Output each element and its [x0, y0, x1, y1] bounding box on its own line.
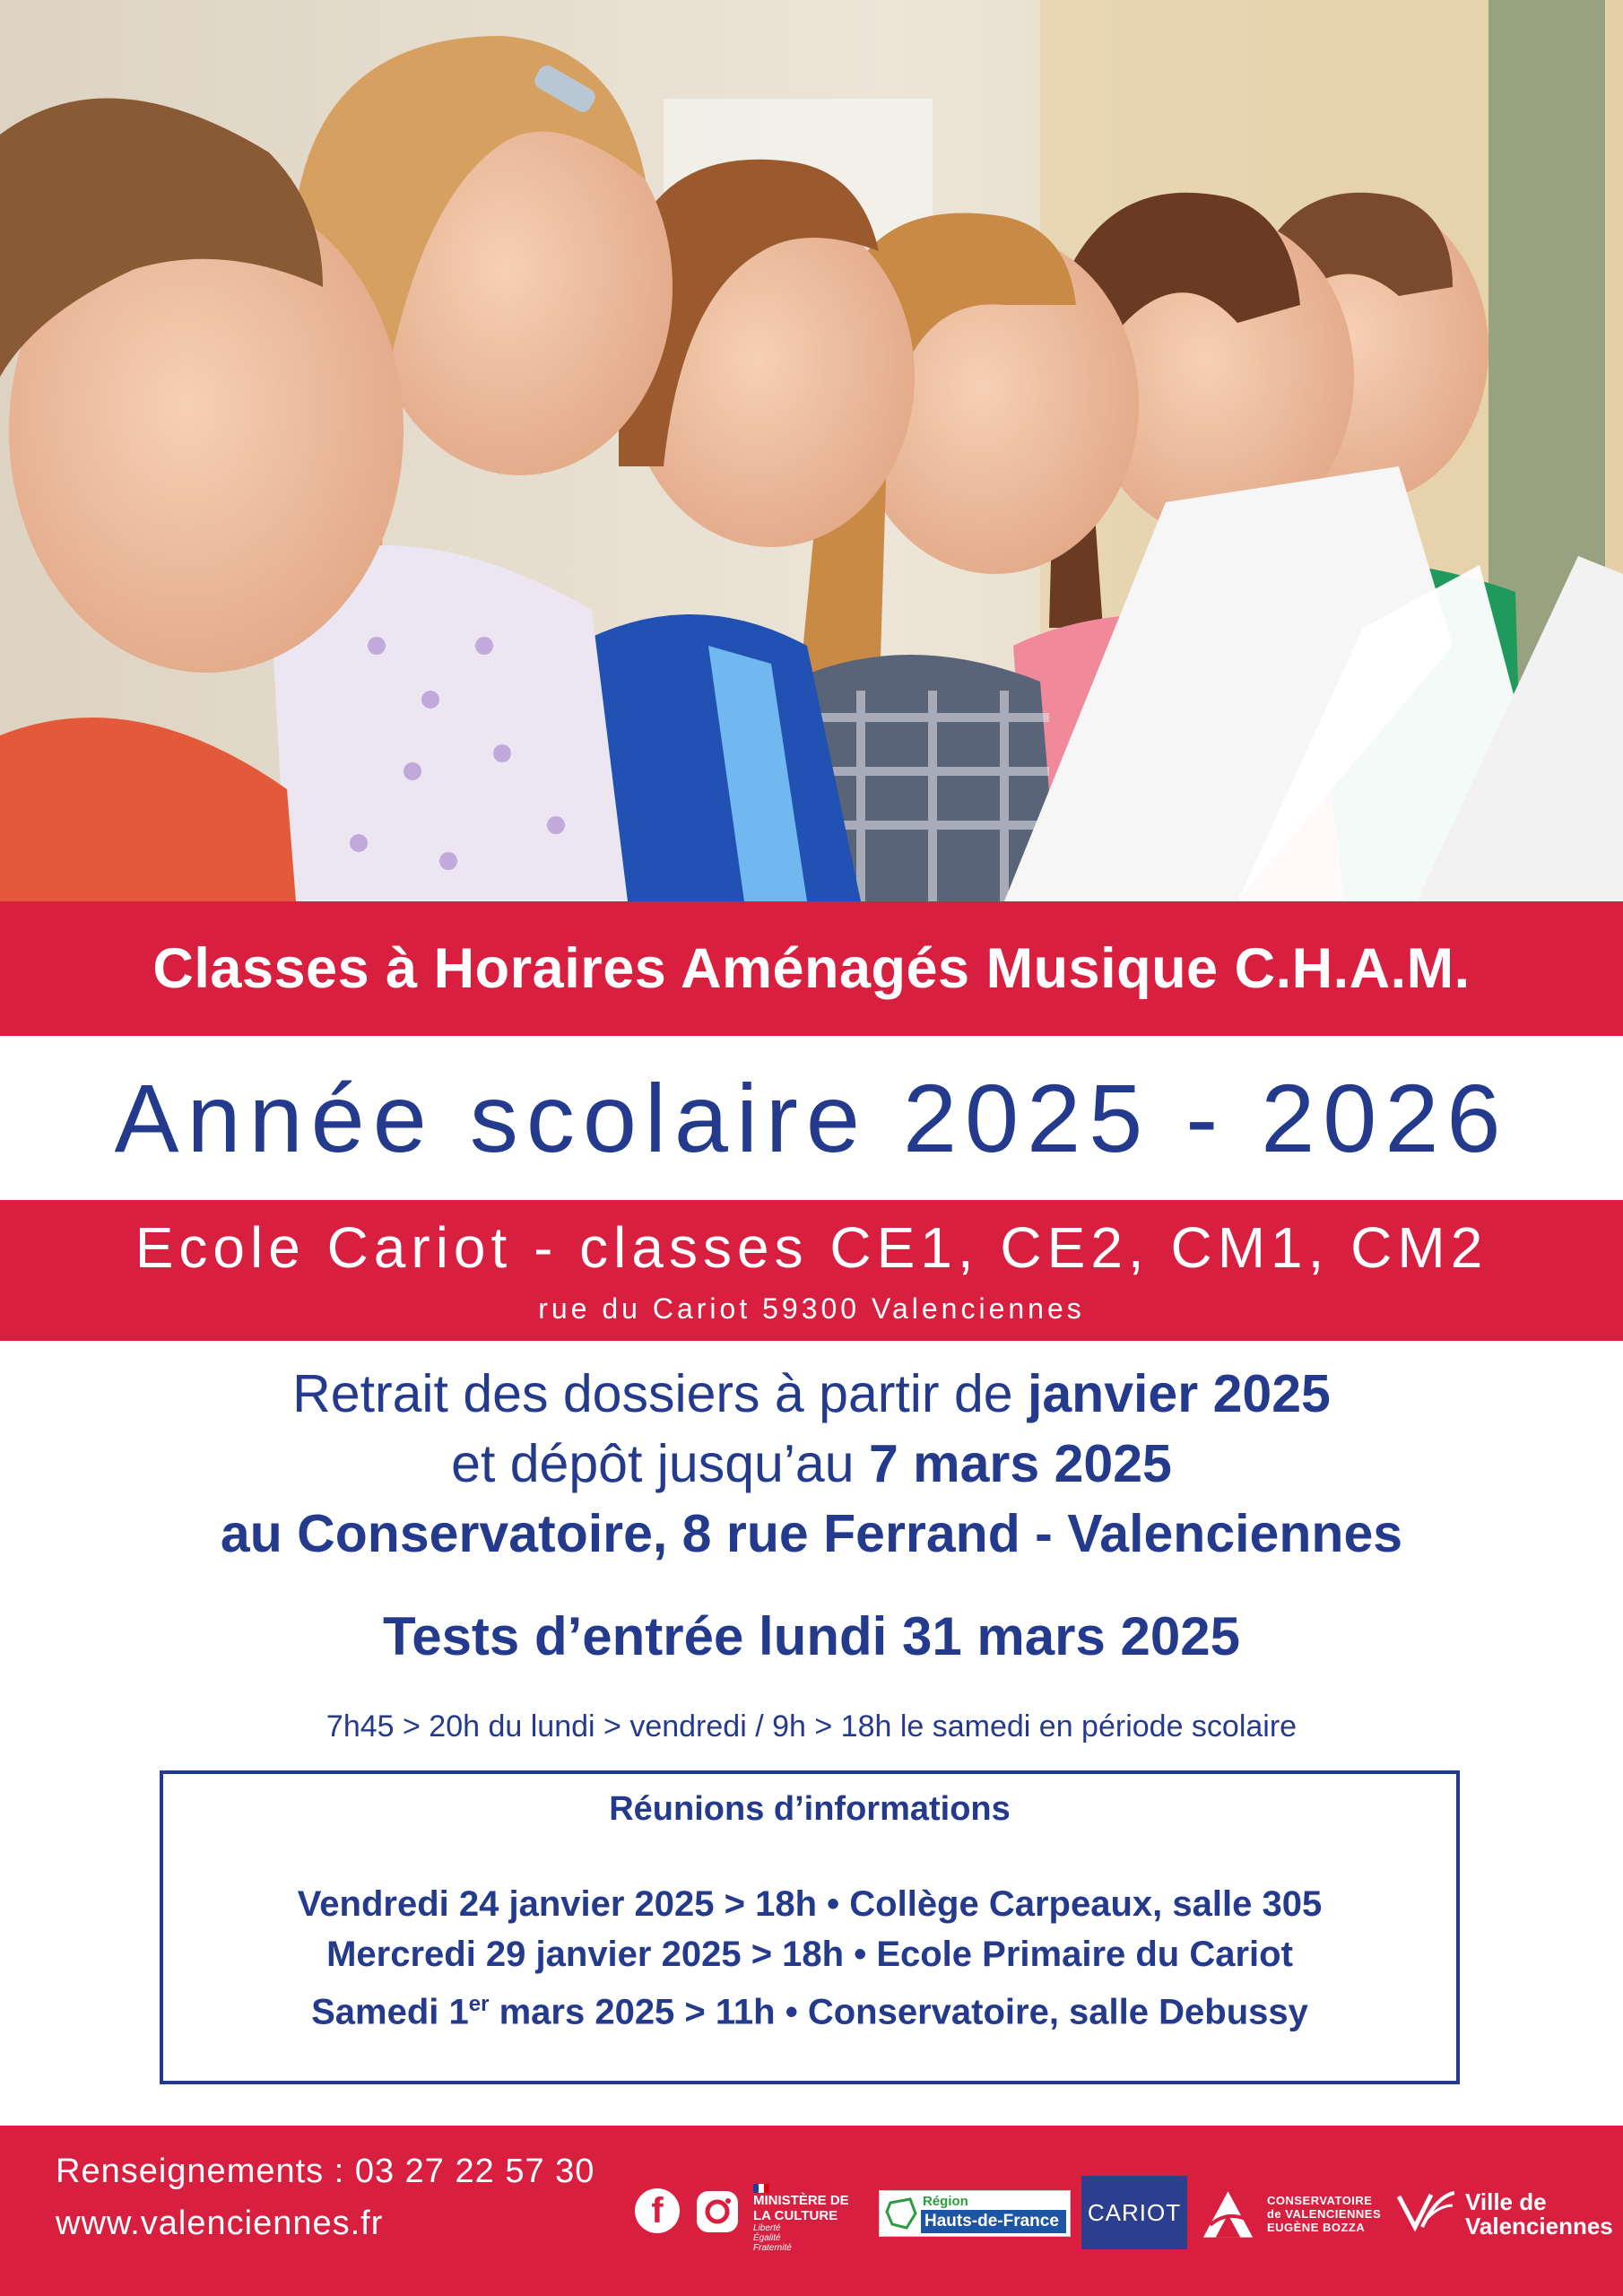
footer: [0, 2126, 1623, 2296]
dossiers-info: [0, 1359, 1623, 1569]
school-address: rue du Cariot 59300 Valenciennes: [538, 1292, 1085, 1325]
meeting-rest: mars 2025 > 11h • Conservatoire, salle Debussy: [489, 1992, 1308, 2032]
meeting-day: Samedi 1: [311, 1992, 469, 2032]
ville-name: Ville de Valenciennes: [1465, 2188, 1613, 2239]
ministere-name: MINISTÈRE DE LA CULTURE: [753, 2192, 849, 2223]
region-map-icon: [883, 2196, 919, 2231]
ministere-culture-logo: [753, 2178, 879, 2258]
program-title: Classes à Horaires Aménagés Musique C.H.A.M.: [152, 937, 1471, 1000]
ville-valenciennes-logo: [1395, 2179, 1613, 2249]
school-band: [0, 1200, 1623, 1341]
dossiers-start-date: janvier 2025: [1027, 1364, 1331, 1423]
children-choir-illustration: [0, 0, 1623, 901]
opening-hours: 7h45 > 20h du lundi > vendredi / 9h > 18h le samedi en période scolaire: [325, 1709, 1298, 1744]
conservatoire-emblem-icon: [1198, 2182, 1260, 2245]
meeting-day-suffix: er: [468, 1992, 490, 2016]
hero-photo: [0, 0, 1623, 901]
facebook-icon[interactable]: f: [635, 2188, 680, 2233]
conservatoire-name: CONSERVATOIRE de VALENCIENNES EUGÈNE BOZZA: [1266, 2193, 1382, 2234]
meeting-item: [163, 1979, 1456, 2037]
dossiers-line-1: [0, 1359, 1623, 1429]
meetings-title: Réunions d’informations: [609, 1790, 1011, 1828]
dossiers-deadline: 7 mars 2025: [868, 1434, 1172, 1493]
meeting-item: Vendredi 24 janvier 2025 > 18h • Collège Carpeaux, salle 305: [297, 1884, 1323, 1924]
contact-info: [56, 2145, 595, 2249]
website-link[interactable]: www.valenciennes.fr: [56, 2205, 384, 2242]
dossiers-line-1-text: Retrait des dossiers à partir de: [292, 1364, 1028, 1423]
dossiers-line-3: [0, 1499, 1623, 1569]
dossiers-line-2: [0, 1429, 1623, 1499]
region-label: Région: [923, 2194, 968, 2209]
meetings-list: [163, 1879, 1456, 2037]
school-name: Ecole Cariot - classes CE1, CE2, CM1, CM2: [135, 1215, 1488, 1280]
school-year-heading: Année scolaire 2025 - 2026: [114, 1064, 1509, 1172]
cariot-logo: CARIOT: [1081, 2176, 1187, 2249]
meeting-item: Mercredi 29 janvier 2025 > 18h • Ecole Primaire du Cariot: [326, 1935, 1293, 1974]
region-name: Hauts-de-France: [921, 2210, 1066, 2233]
region-hauts-de-france-logo: [879, 2190, 1071, 2237]
title-band: [0, 901, 1623, 1036]
entrance-tests: Tests d’entrée lundi 31 mars 2025: [383, 1606, 1240, 1666]
ville-emblem-icon: [1395, 2187, 1458, 2241]
dossiers-location: au Conservatoire, 8 rue Ferrand - Valenciennes: [220, 1504, 1403, 1563]
french-flag-icon: [753, 2184, 769, 2193]
phone-info: Renseignements : 03 27 22 57 30: [56, 2152, 595, 2190]
dossiers-line-2-text: et dépôt jusqu’au: [451, 1434, 869, 1493]
meetings-box: [160, 1770, 1460, 2084]
instagram-icon[interactable]: [694, 2188, 741, 2235]
conservatoire-logo: [1198, 2178, 1386, 2249]
ministere-motto: Liberté Égalité Fraternité: [753, 2222, 792, 2253]
